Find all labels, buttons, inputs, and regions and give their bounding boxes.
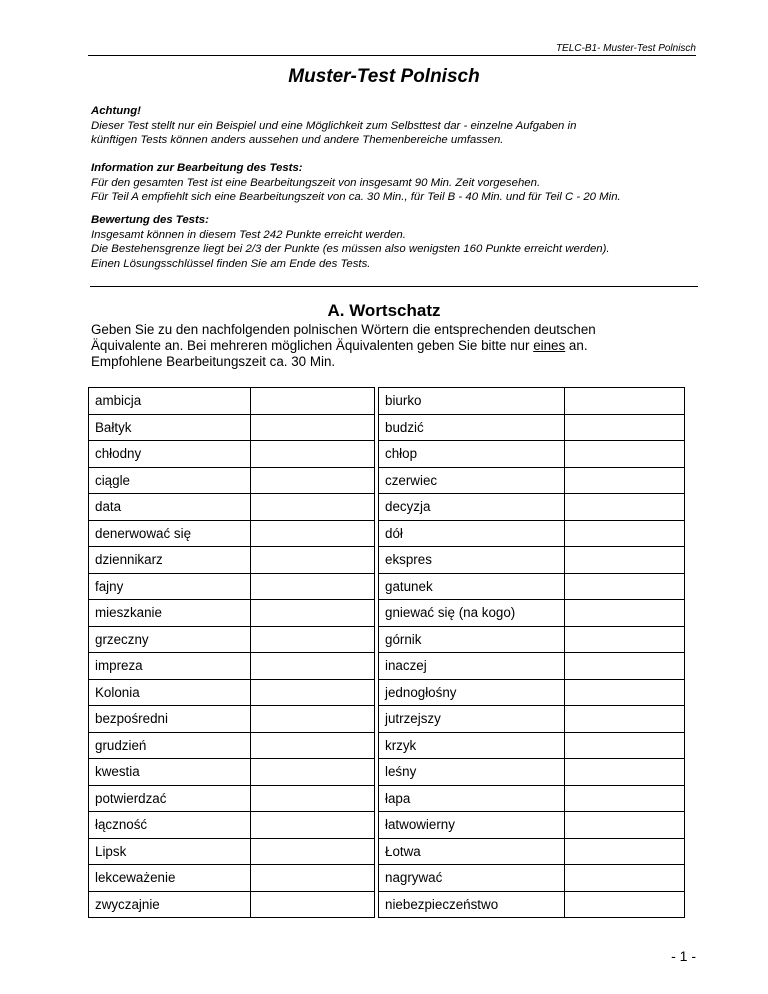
vocab-row — [89, 838, 375, 865]
polish-word: potwierdzać — [89, 785, 251, 812]
polish-word: bezpośredni — [89, 706, 251, 733]
vocab-row — [379, 414, 685, 441]
answer-field[interactable] — [251, 706, 375, 733]
polish-word: łatwowierny — [379, 812, 565, 839]
bewertung-note — [91, 213, 711, 271]
polish-word: czerwiec — [379, 467, 565, 494]
answer-field[interactable] — [565, 653, 685, 680]
polish-word: Łotwa — [379, 838, 565, 865]
polish-word: niebezpieczeństwo — [379, 891, 565, 918]
polish-word: inaczej — [379, 653, 565, 680]
section-instructions — [91, 322, 711, 370]
answer-field[interactable] — [565, 679, 685, 706]
answer-field[interactable] — [565, 441, 685, 468]
polish-word: jednogłośny — [379, 679, 565, 706]
answer-field[interactable] — [565, 414, 685, 441]
polish-word: Lipsk — [89, 838, 251, 865]
answer-field[interactable] — [251, 626, 375, 653]
instructions-line-1: Geben Sie zu den nachfolgenden polnischen Wörtern die entsprechenden deutschen — [91, 322, 596, 337]
answer-field[interactable] — [251, 600, 375, 627]
answer-field[interactable] — [251, 547, 375, 574]
vocab-row — [89, 891, 375, 918]
vocab-row — [89, 388, 375, 415]
polish-word: impreza — [89, 653, 251, 680]
achtung-line-2: künftigen Tests können anders aussehen und andere Themenbereiche umfassen. — [91, 134, 504, 146]
vocab-row — [379, 865, 685, 892]
vocab-row — [379, 573, 685, 600]
info-line-1: Für den gesamten Test ist eine Bearbeitungszeit von insgesamt 90 Min. Zeit vorgesehen. — [91, 176, 541, 189]
polish-word: Kolonia — [89, 679, 251, 706]
instructions-line-3: Empfohlene Bearbeitungszeit ca. 30 Min. — [91, 354, 336, 369]
vocab-row — [379, 467, 685, 494]
answer-field[interactable] — [565, 812, 685, 839]
vocab-row — [379, 520, 685, 547]
answer-field[interactable] — [565, 706, 685, 733]
polish-word: krzyk — [379, 732, 565, 759]
vocab-row — [89, 600, 375, 627]
polish-word: łączność — [89, 812, 251, 839]
polish-word: kwestia — [89, 759, 251, 786]
answer-field[interactable] — [565, 547, 685, 574]
page-number: - 1 - — [671, 948, 696, 964]
vocab-row — [379, 600, 685, 627]
vocab-row — [89, 494, 375, 521]
vocab-row — [379, 891, 685, 918]
vocab-row — [89, 732, 375, 759]
polish-word: data — [89, 494, 251, 521]
answer-field[interactable] — [251, 785, 375, 812]
vocab-row — [379, 494, 685, 521]
polish-word: chłodny — [89, 441, 251, 468]
answer-field[interactable] — [565, 732, 685, 759]
polish-word: gatunek — [379, 573, 565, 600]
polish-word: nagrywać — [379, 865, 565, 892]
polish-word: grudzień — [89, 732, 251, 759]
vocab-row — [379, 388, 685, 415]
answer-field[interactable] — [565, 865, 685, 892]
answer-field[interactable] — [565, 785, 685, 812]
polish-word: ciągle — [89, 467, 251, 494]
vocab-table-left — [88, 387, 375, 918]
polish-word: denerwować się — [89, 520, 251, 547]
answer-field[interactable] — [565, 759, 685, 786]
vocab-row — [379, 441, 685, 468]
vocab-row — [89, 573, 375, 600]
vocab-row — [89, 706, 375, 733]
vocab-row — [379, 653, 685, 680]
vocab-table-right — [378, 387, 685, 918]
info-line-2: Für Teil A empfiehlt sich eine Bearbeitungszeit von ca. 30 Min., für Teil B - 40 Min. und für Teil C - 20 Min. — [91, 191, 621, 203]
bewertung-line-1: Insgesamt können in diesem Test 242 Punkte erreicht werden. — [91, 228, 406, 241]
answer-field[interactable] — [251, 573, 375, 600]
vocab-row — [89, 785, 375, 812]
polish-word: górnik — [379, 626, 565, 653]
polish-word: grzeczny — [89, 626, 251, 653]
vocab-row — [89, 626, 375, 653]
answer-field[interactable] — [251, 467, 375, 494]
vocab-row — [379, 785, 685, 812]
answer-field[interactable] — [565, 891, 685, 918]
answer-field[interactable] — [565, 388, 685, 415]
bewertung-line-2: Die Bestehensgrenze liegt bei 2/3 der Punkte (es müssen also wenigsten 160 Punkte erreicht werden). — [91, 243, 610, 255]
answer-field[interactable] — [251, 891, 375, 918]
vocab-row — [89, 653, 375, 680]
answer-field[interactable] — [251, 679, 375, 706]
vocab-row — [379, 626, 685, 653]
vocab-row — [379, 732, 685, 759]
answer-field[interactable] — [251, 653, 375, 680]
achtung-heading: Achtung! — [91, 105, 141, 117]
polish-word: dziennikarz — [89, 547, 251, 574]
header-rule — [88, 55, 696, 56]
answer-field[interactable] — [251, 812, 375, 839]
answer-field[interactable] — [565, 494, 685, 521]
info-heading: Information zur Bearbeitung des Tests: — [91, 162, 303, 174]
vocab-row — [379, 812, 685, 839]
polish-word: ambicja — [89, 388, 251, 415]
vocab-row — [89, 759, 375, 786]
bewertung-heading: Bewertung des Tests: — [91, 214, 209, 226]
vocab-row — [89, 679, 375, 706]
answer-field[interactable] — [565, 467, 685, 494]
polish-word: fajny — [89, 573, 251, 600]
polish-word: Bałtyk — [89, 414, 251, 441]
running-header: TELC-B1- Muster-Test Polnisch — [555, 43, 696, 54]
vocab-row — [89, 441, 375, 468]
polish-word: ekspres — [379, 547, 565, 574]
answer-field[interactable] — [565, 626, 685, 653]
polish-word: łapa — [379, 785, 565, 812]
polish-word: mieszkanie — [89, 600, 251, 627]
vocab-row — [89, 547, 375, 574]
vocab-row — [89, 520, 375, 547]
vocab-row — [379, 679, 685, 706]
vocab-row — [89, 812, 375, 839]
answer-field[interactable] — [565, 838, 685, 865]
answer-field[interactable] — [251, 838, 375, 865]
vocab-row — [89, 467, 375, 494]
polish-word: budzić — [379, 414, 565, 441]
answer-field[interactable] — [251, 414, 375, 441]
vocab-row — [379, 706, 685, 733]
polish-word: gniewać się (na kogo) — [379, 600, 565, 627]
achtung-note — [91, 104, 711, 148]
answer-field[interactable] — [251, 520, 375, 547]
answer-field[interactable] — [251, 865, 375, 892]
section-title: A. Wortschatz — [327, 301, 441, 320]
polish-word: lekceważenie — [89, 865, 251, 892]
polish-word: jutrzejszy — [379, 706, 565, 733]
section-divider — [90, 286, 698, 287]
bewertung-line-3: Einen Lösungsschlüssel finden Sie am Ende des Tests. — [91, 257, 371, 270]
vocab-row — [379, 759, 685, 786]
instructions-underlined-word: eines — [533, 338, 566, 353]
answer-field[interactable] — [251, 759, 375, 786]
vocab-row — [379, 547, 685, 574]
answer-field[interactable] — [251, 388, 375, 415]
instructions-line-2-end: an. — [565, 338, 588, 353]
instructions-line-2 — [91, 338, 711, 354]
vocab-row — [379, 838, 685, 865]
document-title: Muster-Test Polnisch — [288, 66, 480, 87]
answer-field[interactable] — [251, 494, 375, 521]
achtung-line-1: Dieser Test stellt nur ein Beispiel und eine Möglichkeit zum Selbsttest dar - einzelne Aufgaben in — [91, 119, 577, 132]
instructions-line-2-start: Äquivalente an. Bei mehreren möglichen Äquivalenten geben Sie bitte nur — [91, 338, 534, 353]
answer-field[interactable] — [251, 441, 375, 468]
polish-word: chłop — [379, 441, 565, 468]
polish-word: zwyczajnie — [89, 891, 251, 918]
answer-field[interactable] — [565, 520, 685, 547]
info-note — [91, 161, 711, 205]
vocab-row — [89, 414, 375, 441]
polish-word: decyzja — [379, 494, 565, 521]
answer-field[interactable] — [565, 573, 685, 600]
answer-field[interactable] — [565, 600, 685, 627]
polish-word: dół — [379, 520, 565, 547]
vocab-row — [89, 865, 375, 892]
polish-word: leśny — [379, 759, 565, 786]
polish-word: biurko — [379, 388, 565, 415]
answer-field[interactable] — [251, 732, 375, 759]
